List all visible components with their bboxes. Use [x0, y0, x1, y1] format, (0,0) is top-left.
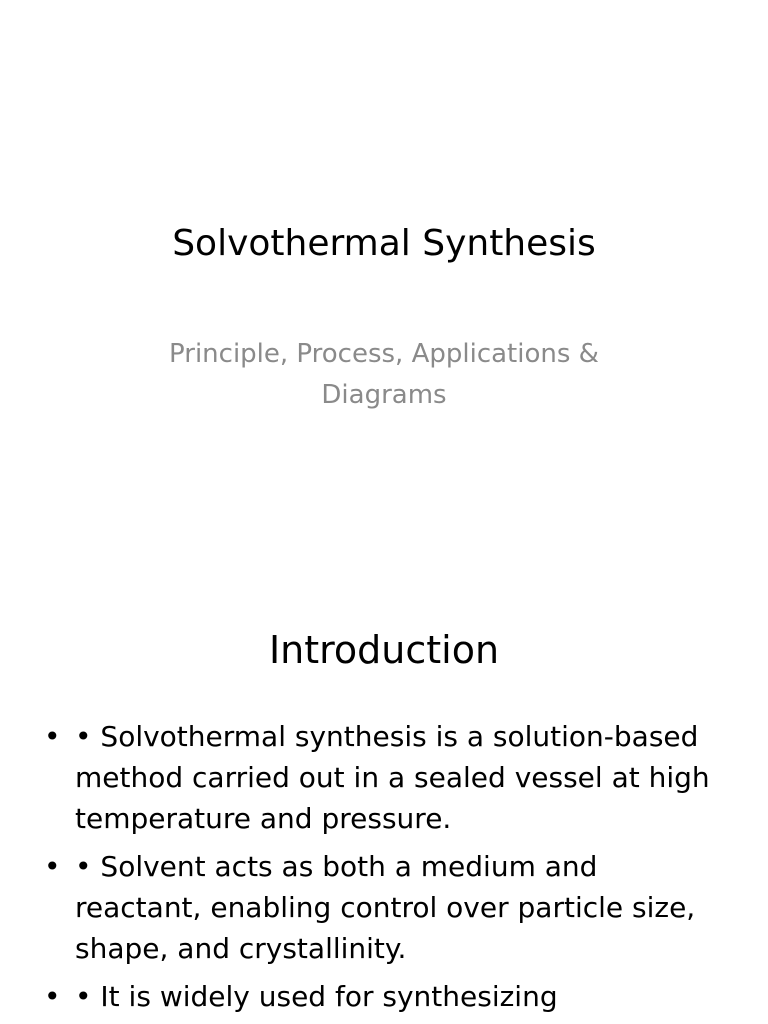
bullet-text: • Solvothermal synthesis is a solution-based method carried out in a sealed vessel at high temperature and pressure. [75, 720, 710, 835]
bullet-text: • Solvent acts as both a medium and reactant, enabling control over particle size, shape, and crystallinity. [75, 850, 696, 965]
list-item [40, 716, 730, 839]
bullet-text: • It is widely used for synthesizing [75, 980, 558, 1013]
slide-title: Solvothermal Synthesis [172, 223, 596, 264]
bullet-marker: • [44, 720, 61, 753]
bullet-list [40, 716, 730, 1024]
section-heading: Introduction [268, 628, 500, 672]
list-item [40, 976, 730, 1017]
slide-subtitle: Principle, Process, Applications & Diagrams [169, 339, 599, 410]
bullet-marker: • [44, 980, 61, 1013]
list-item [40, 846, 730, 969]
introduction-slide [0, 576, 768, 1024]
bullet-marker: • [44, 850, 61, 883]
